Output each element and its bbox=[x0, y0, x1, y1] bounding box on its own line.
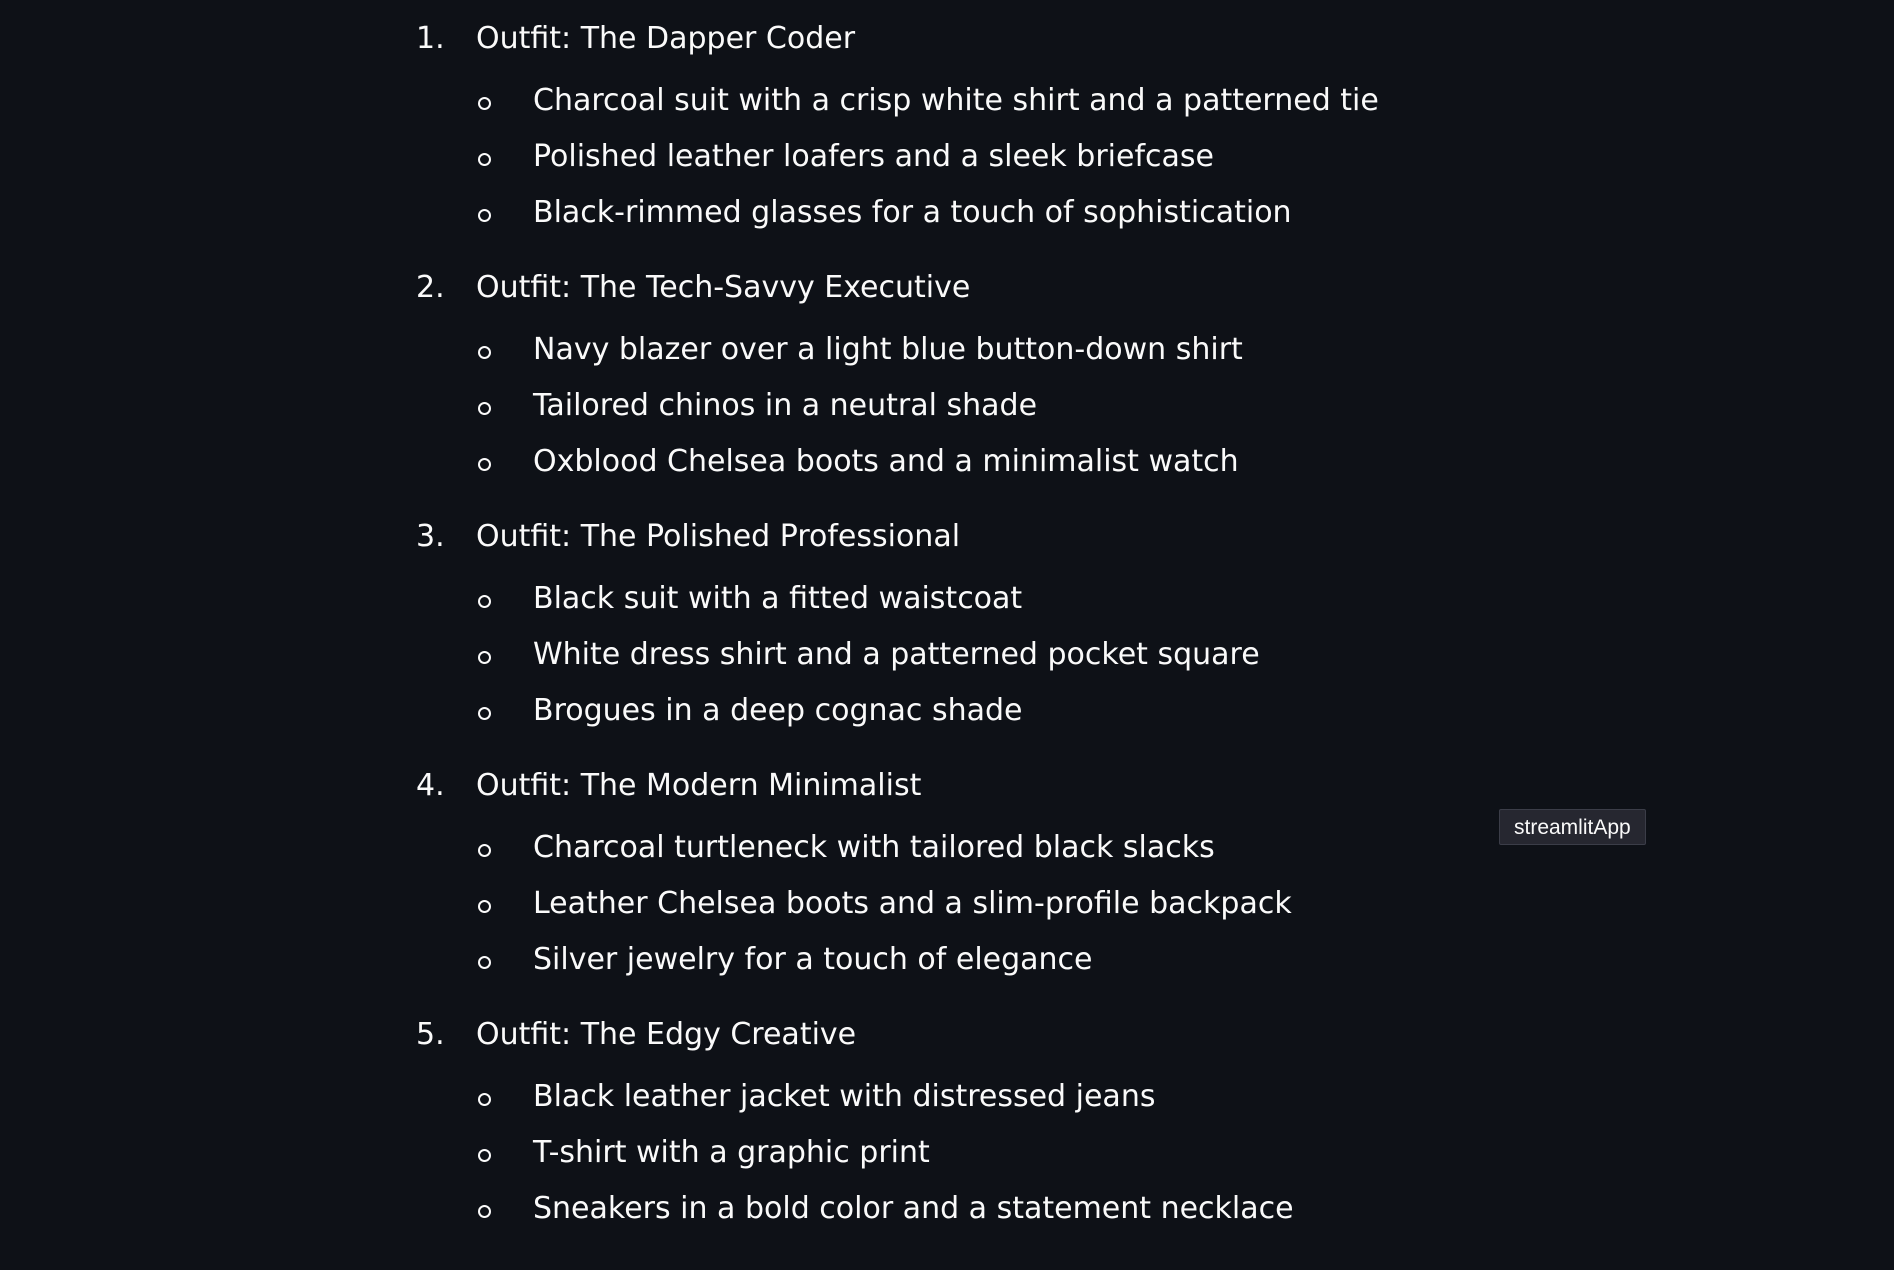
list-item-text: Navy blazer over a light blue button-down shirt bbox=[533, 332, 1243, 367]
outfit-number: 5. bbox=[416, 1017, 445, 1052]
circle-bullet-icon bbox=[478, 651, 491, 664]
list-item-text: Black-rimmed glasses for a touch of sophistication bbox=[533, 195, 1292, 230]
outfit-item bbox=[0, 996, 1894, 1245]
circle-bullet-icon bbox=[478, 97, 491, 110]
list-item-text: Black leather jacket with distressed jeans bbox=[533, 1079, 1156, 1114]
tooltip: streamlitApp bbox=[1499, 809, 1646, 845]
list-item-text: T-shirt with a graphic print bbox=[533, 1135, 930, 1170]
list-item bbox=[476, 193, 1894, 249]
list-item bbox=[476, 579, 1894, 635]
outfit-title: Outfit: The Edgy Creative bbox=[476, 1017, 857, 1052]
circle-bullet-icon bbox=[478, 346, 491, 359]
list-item bbox=[476, 884, 1894, 940]
circle-bullet-icon bbox=[478, 707, 491, 720]
outfit-title: Outfit: The Modern Minimalist bbox=[476, 768, 922, 803]
list-item bbox=[476, 1077, 1894, 1133]
circle-bullet-icon bbox=[478, 402, 491, 415]
outfit-item-list bbox=[476, 330, 1894, 498]
list-item-text: Polished leather loafers and a sleek briefcase bbox=[533, 139, 1214, 174]
circle-bullet-icon bbox=[478, 1093, 491, 1106]
list-item-text: Charcoal turtleneck with tailored black slacks bbox=[533, 830, 1215, 865]
list-item-text: Brogues in a deep cognac shade bbox=[533, 693, 1023, 728]
outfit-number: 1. bbox=[416, 21, 445, 56]
list-item bbox=[476, 81, 1894, 137]
circle-bullet-icon bbox=[478, 153, 491, 166]
list-item bbox=[476, 1133, 1894, 1189]
outfit-item bbox=[0, 498, 1894, 747]
list-item bbox=[476, 940, 1894, 996]
circle-bullet-icon bbox=[478, 458, 491, 471]
outfit-number: 4. bbox=[416, 768, 445, 803]
list-item bbox=[476, 442, 1894, 498]
list-item bbox=[476, 1189, 1894, 1245]
outfit-item-list bbox=[476, 579, 1894, 747]
list-item-text: Tailored chinos in a neutral shade bbox=[533, 388, 1038, 423]
outfit-title: Outfit: The Tech-Savvy Executive bbox=[476, 270, 971, 305]
outfit-number: 2. bbox=[416, 270, 445, 305]
circle-bullet-icon bbox=[478, 1149, 491, 1162]
outfit-item-list bbox=[476, 81, 1894, 249]
outfit-title: Outfit: The Dapper Coder bbox=[476, 21, 856, 56]
list-item-text: Silver jewelry for a touch of elegance bbox=[533, 942, 1093, 977]
outfit-item bbox=[0, 0, 1894, 249]
outfit-item bbox=[0, 249, 1894, 498]
list-item bbox=[476, 828, 1894, 884]
outfit-title: Outfit: The Polished Professional bbox=[476, 519, 961, 554]
list-item bbox=[476, 691, 1894, 747]
outfit-item bbox=[0, 747, 1894, 996]
list-item-text: Charcoal suit with a crisp white shirt and a patterned tie bbox=[533, 83, 1379, 118]
circle-bullet-icon bbox=[478, 1205, 491, 1218]
outfit-number: 3. bbox=[416, 519, 445, 554]
circle-bullet-icon bbox=[478, 595, 491, 608]
outfit-item-list bbox=[476, 828, 1894, 996]
list-item-text: Oxblood Chelsea boots and a minimalist watch bbox=[533, 444, 1239, 479]
circle-bullet-icon bbox=[478, 844, 491, 857]
circle-bullet-icon bbox=[478, 956, 491, 969]
list-item-text: Leather Chelsea boots and a slim-profile backpack bbox=[533, 886, 1292, 921]
list-item bbox=[476, 330, 1894, 386]
list-item bbox=[476, 386, 1894, 442]
list-item-text: Sneakers in a bold color and a statement necklace bbox=[533, 1191, 1294, 1226]
list-item bbox=[476, 137, 1894, 193]
list-item-text: White dress shirt and a patterned pocket square bbox=[533, 637, 1260, 672]
list-item-text: Black suit with a fitted waistcoat bbox=[533, 581, 1023, 616]
circle-bullet-icon bbox=[478, 900, 491, 913]
outfit-item-list bbox=[476, 1077, 1894, 1245]
list-item bbox=[476, 635, 1894, 691]
circle-bullet-icon bbox=[478, 209, 491, 222]
